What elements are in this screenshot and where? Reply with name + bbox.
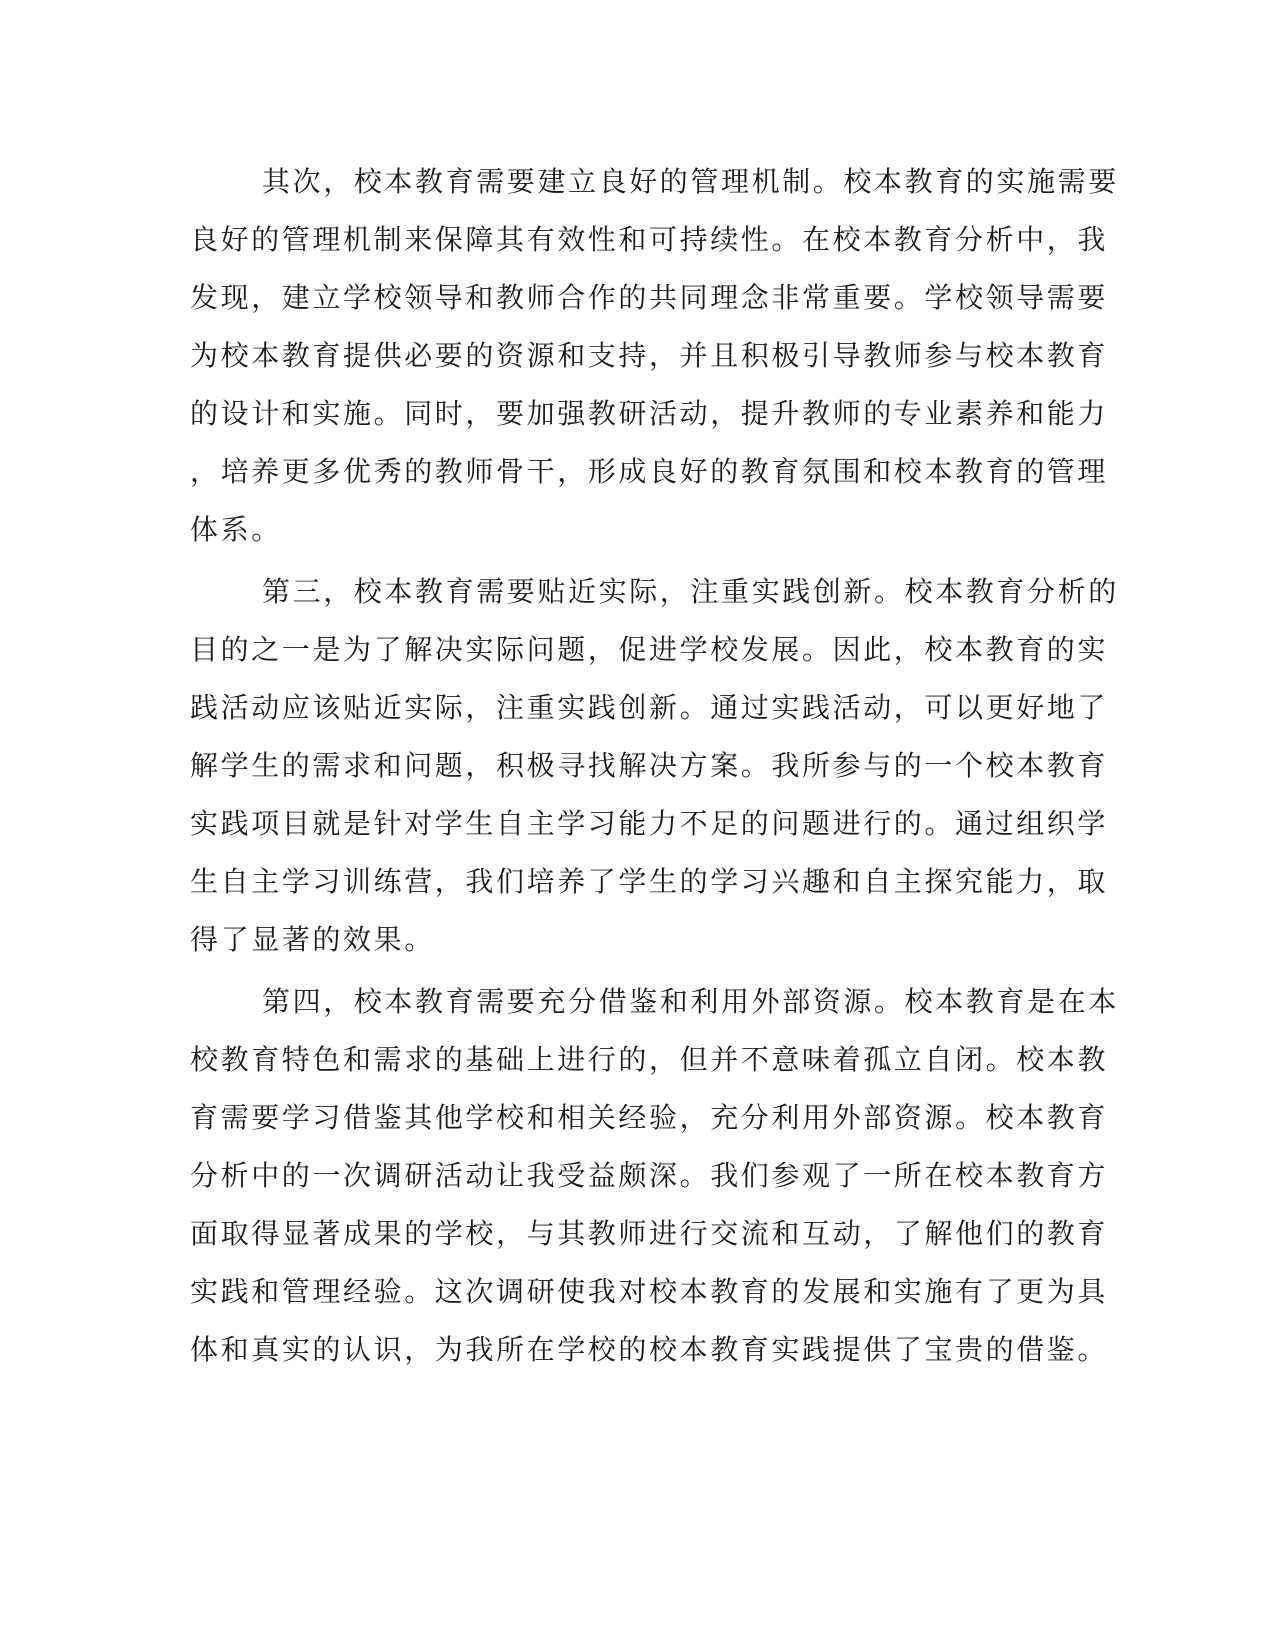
text-line: 生自主学习训练营，我们培养了学生的学习兴趣和自主探究能力，取 [190, 865, 1109, 898]
text-line: 育需要学习借鉴其他学校和相关经验，充分利用外部资源。校本教育 [190, 1101, 1109, 1134]
text-line: 面取得显著成果的学校，与其教师进行交流和互动，了解他们的教育 [190, 1217, 1109, 1250]
text-line: ，培养更多优秀的教师骨干，形成良好的教育氛围和校本教育的管理 [190, 455, 1109, 488]
text-line: 其次，校本教育需要建立良好的管理机制。校本教育的实施需要 [262, 165, 1119, 198]
text-line: 实践和管理经验。这次调研使我对校本教育的发展和实施有了更为具 [190, 1275, 1109, 1308]
text-line: 校教育特色和需求的基础上进行的，但并不意味着孤立自闭。校本教 [190, 1043, 1109, 1076]
text-line: 得了显著的效果。 [190, 923, 435, 956]
text-line: 践活动应该贴近实际，注重实践创新。通过实践活动，可以更好地了 [190, 691, 1109, 724]
text-line: 第四，校本教育需要充分借鉴和利用外部资源。校本教育是在本 [262, 985, 1119, 1018]
text-line: 体系。 [190, 513, 282, 546]
text-line: 为校本教育提供必要的资源和支持，并且积极引导教师参与校本教育 [190, 339, 1109, 372]
text-line: 第三，校本教育需要贴近实际，注重实践创新。校本教育分析的 [262, 575, 1119, 608]
text-line: 解学生的需求和问题，积极寻找解决方案。我所参与的一个校本教育 [190, 749, 1109, 782]
text-line: 目的之一是为了解决实际问题，促进学校发展。因此，校本教育的实 [190, 633, 1109, 666]
text-line: 良好的管理机制来保障其有效性和可持续性。在校本教育分析中，我 [190, 223, 1109, 256]
text-line: 发现，建立学校领导和教师合作的共同理念非常重要。学校领导需要 [190, 281, 1109, 314]
text-line: 体和真实的认识，为我所在学校的校本教育实践提供了宝贵的借鉴。 [190, 1333, 1109, 1366]
text-line: 分析中的一次调研活动让我受益颇深。我们参观了一所在校本教育方 [190, 1159, 1109, 1192]
text-line: 的设计和实施。同时，要加强教研活动，提升教师的专业素养和能力 [190, 397, 1109, 430]
text-line: 实践项目就是针对学生自主学习能力不足的问题进行的。通过组织学 [190, 807, 1109, 840]
